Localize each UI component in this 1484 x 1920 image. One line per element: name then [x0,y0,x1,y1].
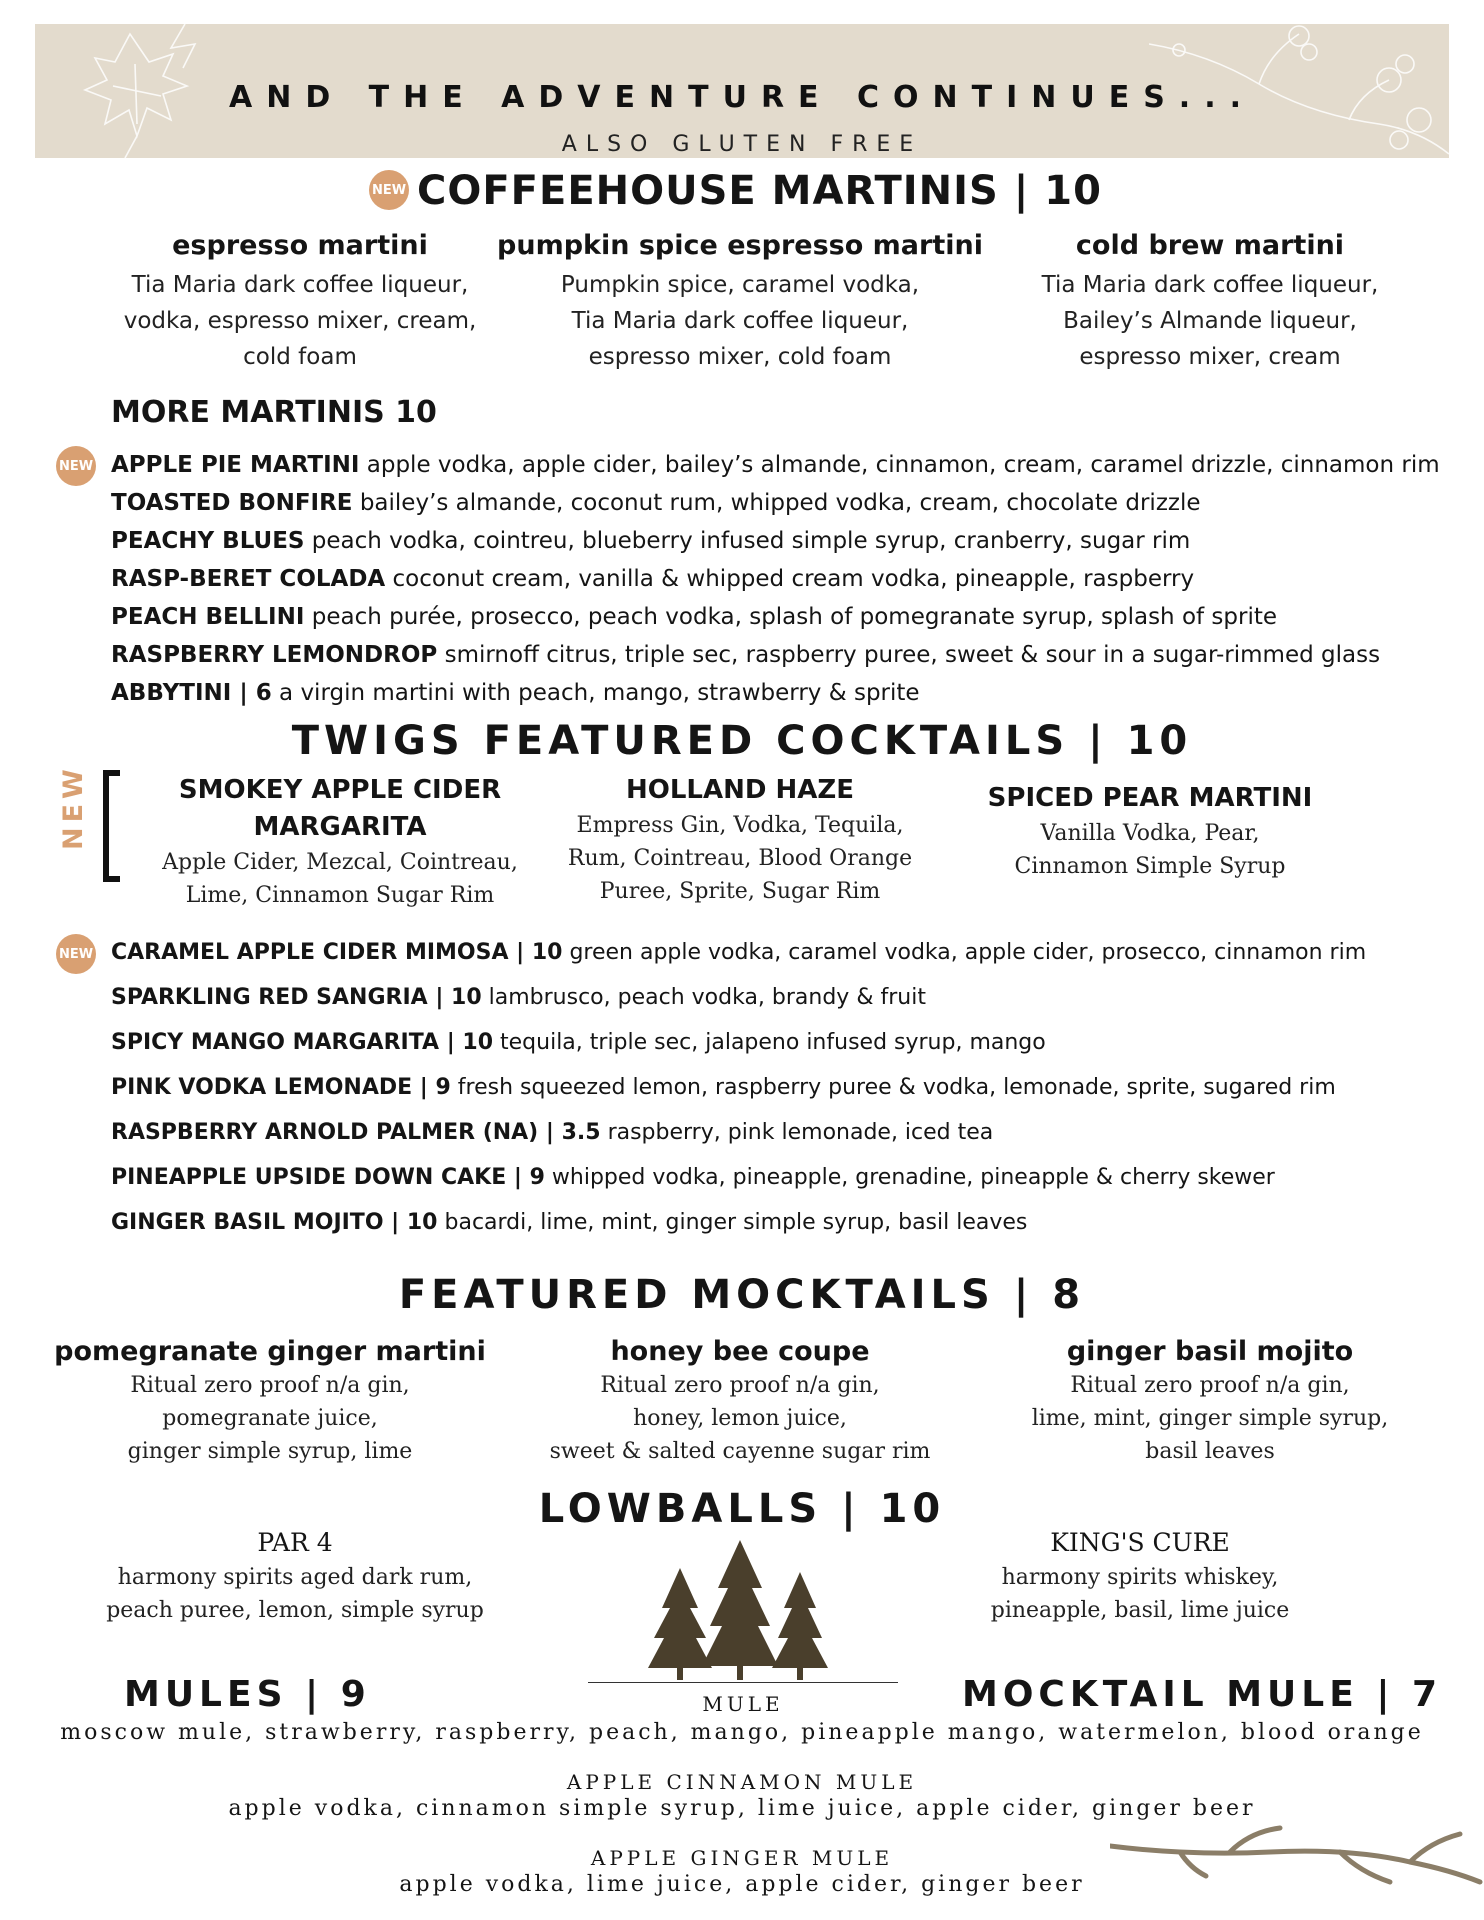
item-desc: fresh squeezed lemon, raspberry puree & vodka, lemonade, sprite, sugared rim [450,1075,1336,1100]
item-desc-line: vodka, espresso mixer, cream, [123,308,477,334]
item-desc-line: Puree, Sprite, Sugar Rim [599,879,881,904]
item-name: RASPBERRY ARNOLD PALMER (NA) | 3.5 [111,1120,601,1145]
coffeehouse-heading: COFFEEHOUSE MARTINIS | 10 [417,168,1102,214]
item-desc: smirnoff citrus, triple sec, raspberry puree, sweet & sour in a sugar-rimmed glass [437,642,1381,668]
item-name: PINK VODKA LEMONADE | 9 [111,1075,451,1100]
item-desc-line: Pumpkin spice, caramel vodka, [560,272,920,298]
item-name: RASP-BERET COLADA [111,566,386,592]
lowball-item-par-4 [90,1528,500,1627]
special-mule-name: APPLE CINNAMON MULE [566,1770,918,1794]
mocktail-item-honey-bee-coupe [520,1336,960,1468]
banner-subtitle: ALSO GLUTEN FREE [561,132,923,157]
header-banner [35,24,1449,158]
item-desc: green apple vodka, caramel vodka, apple cider, prosecco, cinnamon rim [562,940,1367,965]
lowballs-heading: LOWBALLS | 10 [538,1486,946,1532]
item-name: CARAMEL APPLE CIDER MIMOSA | 10 [111,940,563,965]
item-desc-line: Ritual zero proof n/a gin, [600,1373,880,1398]
item-desc: lambrusco, peach vodka, brandy & fruit [481,985,926,1010]
twigs-heading: TWIGS FEATURED COCKTAILS | 10 [291,718,1193,764]
item-name: SPICED PEAR MARTINI [987,783,1313,813]
item-desc-line: espresso mixer, cream [1079,344,1341,370]
special-mule-desc: apple vodka, cinnamon simple syrup, lime juice, apple cider, ginger beer [228,1796,1256,1821]
item-desc-line: honey, lemon juice, [633,1406,847,1431]
pine-trees-logo [640,1538,840,1688]
item-desc-line: Rum, Cointreau, Blood Orange [567,846,913,871]
list-item [111,1020,1366,1065]
banner-title: AND THE ADVENTURE CONTINUES... [229,80,1255,115]
mule-logo-label: MULE [702,1692,784,1716]
item-name: PAR 4 [257,1528,333,1557]
bracket-decoration [100,770,124,882]
mocktail-item-ginger-basil [1000,1336,1420,1468]
list-item [111,560,1440,598]
item-name: espresso martini [172,230,428,261]
list-item [111,975,1366,1020]
list-item [111,1155,1366,1200]
twigs-list [111,930,1366,1245]
twigs-item-smokey [140,772,540,912]
item-name: SPICY MANGO MARGARITA | 10 [111,1030,494,1055]
item-name: ABBYTINI | 6 [111,680,272,706]
logo-divider [588,1682,898,1683]
coffee-item-espresso [100,230,500,375]
item-desc-line: basil leaves [1145,1439,1275,1464]
mules-heading: MULES | 9 [124,1674,371,1715]
item-desc-line: lime, mint, ginger simple syrup, [1031,1406,1389,1431]
item-desc: a virgin martini with peach, mango, strawberry & sprite [271,680,920,706]
list-item [111,598,1440,636]
item-name: PEACH BELLINI [111,604,305,630]
item-desc-line: Lime, Cinnamon Sugar Rim [185,883,495,908]
item-name: MARGARITA [253,812,427,842]
item-desc-line: harmony spirits aged dark rum, [117,1565,473,1590]
item-desc: raspberry, pink lemonade, iced tea [600,1120,994,1145]
item-desc-line: espresso mixer, cold foam [588,344,892,370]
more-martinis-heading: MORE MARTINIS 10 [111,395,437,430]
item-name: ginger basil mojito [1066,1336,1354,1367]
item-name: SMOKEY APPLE CIDER [178,775,502,805]
new-badge: NEW [369,170,409,210]
twigs-item-holland-haze [540,772,940,908]
item-name: PINEAPPLE UPSIDE DOWN CAKE | 9 [111,1165,545,1190]
list-item [111,674,1440,712]
item-desc-line: Tia Maria dark coffee liqueur, [571,308,909,334]
lowball-item-kings-cure [940,1528,1340,1627]
item-desc: bacardi, lime, mint, ginger simple syrup, basil leaves [437,1210,1028,1235]
mocktail-item-pomegranate [40,1336,500,1468]
new-badge: NEW [56,446,96,486]
item-desc: peach purée, prosecco, peach vodka, splash of pomegranate syrup, splash of sprite [304,604,1278,630]
item-desc: whipped vodka, pineapple, grenadine, pineapple & cherry skewer [544,1165,1275,1190]
mocktails-heading: FEATURED MOCKTAILS | 8 [398,1272,1086,1318]
new-vertical-label: NEW [58,764,89,850]
item-desc-line: Empress Gin, Vodka, Tequila, [576,813,904,838]
mocktail-mule-heading: MOCKTAIL MULE | 7 [962,1674,1443,1715]
coffee-item-cold-brew [1010,230,1410,375]
item-name: pumpkin spice espresso martini [497,230,983,261]
coffee-item-pumpkin [490,230,990,375]
twigs-item-spiced-pear [950,780,1350,883]
item-name: HOLLAND HAZE [625,775,854,805]
new-badge: NEW [56,934,96,974]
item-desc-line: sweet & salted cayenne sugar rim [549,1439,931,1464]
item-desc-line: harmony spirits whiskey, [1001,1565,1279,1590]
item-name: SPARKLING RED SANGRIA | 10 [111,985,482,1010]
item-name: cold brew martini [1075,230,1345,261]
twig-illustration [1110,1822,1484,1892]
list-item [111,1065,1366,1110]
item-name: honey bee coupe [610,1336,870,1367]
list-item [111,446,1440,484]
item-desc-line: pomegranate juice, [162,1406,378,1431]
item-desc-line: Tia Maria dark coffee liqueur, [131,272,469,298]
item-desc-line: pineapple, basil, lime juice [990,1598,1290,1623]
item-name: PEACHY BLUES [111,528,305,554]
item-desc-line: Vanilla Vodka, Pear, [1040,821,1260,846]
list-item [111,484,1440,522]
item-desc: coconut cream, vanilla & whipped cream vodka, pineapple, raspberry [385,566,1195,592]
list-item [111,636,1440,674]
list-item [111,522,1440,560]
list-item [111,930,1366,975]
special-mule-desc: apple vodka, lime juice, apple cider, ginger beer [399,1872,1085,1897]
item-desc-line: Bailey’s Almande liqueur, [1063,308,1357,334]
mule-flavors: moscow mule, strawberry, raspberry, peach, mango, pineapple mango, watermelon, blood orange [60,1720,1424,1745]
item-desc: bailey’s almande, coconut rum, whipped vodka, cream, chocolate drizzle [352,490,1201,516]
item-name: pomegranate ginger martini [54,1336,486,1367]
item-desc-line: cold foam [243,344,357,370]
item-desc: apple vodka, apple cider, bailey’s almande, cinnamon, cream, caramel drizzle, cinnamon rim [359,452,1440,478]
item-desc-line: peach puree, lemon, simple syrup [106,1598,484,1623]
item-name: GINGER BASIL MOJITO | 10 [111,1210,438,1235]
item-name: TOASTED BONFIRE [111,490,353,516]
item-name: RASPBERRY LEMONDROP [111,642,438,668]
item-name: KING'S CURE [1050,1528,1230,1557]
item-desc-line: Ritual zero proof n/a gin, [1070,1373,1350,1398]
item-desc-line: ginger simple syrup, lime [127,1439,413,1464]
list-item [111,1200,1366,1245]
item-name: APPLE PIE MARTINI [111,452,360,478]
item-desc-line: Apple Cider, Mezcal, Cointreau, [162,850,518,875]
item-desc-line: Ritual zero proof n/a gin, [130,1373,410,1398]
list-item [111,1110,1366,1155]
item-desc-line: Tia Maria dark coffee liqueur, [1041,272,1379,298]
item-desc: tequila, triple sec, jalapeno infused syrup, mango [493,1030,1046,1055]
item-desc-line: Cinnamon Simple Syrup [1014,854,1286,879]
special-mule-name: APPLE GINGER MULE [590,1846,894,1870]
item-desc: peach vodka, cointreu, blueberry infused simple syrup, cranberry, sugar rim [304,528,1191,554]
more-martinis-list [111,446,1440,712]
